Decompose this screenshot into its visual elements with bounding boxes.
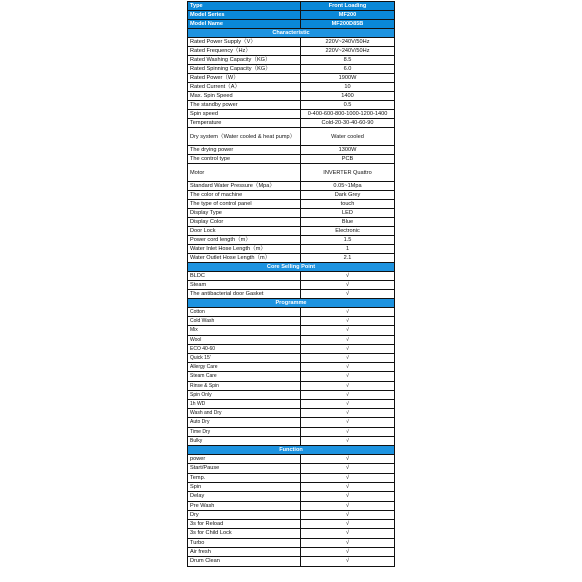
characteristic-row [188,236,395,245]
characteristic-row [188,92,395,101]
spec-label: Water Inlet Hose Length（m） [188,245,301,254]
characteristic-row [188,65,395,74]
spec-value: √ [301,418,395,427]
spec-value: MF200 [301,11,395,20]
characteristic-row [188,227,395,236]
function-row [188,557,395,566]
spec-value: 6.0 [301,65,395,74]
spec-label: The control type [188,155,301,164]
core-selling-point-row [188,290,395,299]
spec-label: Rated Current（A） [188,83,301,92]
function-row [188,464,395,473]
spec-table-body [188,2,395,567]
header-row [188,11,395,20]
characteristic-row [188,209,395,218]
spec-value: √ [301,281,395,290]
spec-value: √ [301,363,395,372]
spec-value: √ [301,290,395,299]
characteristic-row [188,254,395,263]
spec-label: Water Outlet Hose Length（m） [188,254,301,263]
spec-value: √ [301,436,395,445]
spec-label: Model Series [188,11,301,20]
core-selling-point-row [188,281,395,290]
spec-label: Dry system（Water cooled & heat pump） [188,128,301,146]
characteristic-row [188,56,395,65]
programme-row [188,344,395,353]
spec-label: Type [188,2,301,11]
programme-row [188,308,395,317]
spec-value: touch [301,200,395,209]
spec-label: The drying power [188,146,301,155]
programme-row [188,354,395,363]
spec-label: Air fresh [188,548,301,557]
spec-value: √ [301,482,395,491]
programme-row [188,363,395,372]
spec-value: √ [301,372,395,381]
spec-label: Temperature [188,119,301,128]
spec-table [187,1,395,567]
characteristic-row [188,164,395,182]
spec-value: 220V~240V/50Hz [301,47,395,56]
characteristic-row [188,83,395,92]
characteristic-row [188,182,395,191]
spec-value: 1.5 [301,236,395,245]
spec-label: Pre Wash [188,501,301,510]
spec-label: Temp. [188,473,301,482]
spec-value: √ [301,354,395,363]
programme-row [188,390,395,399]
spec-value: 220V~240V/50Hz [301,38,395,47]
spec-value: √ [301,473,395,482]
spec-label: Motor [188,164,301,182]
spec-label: Auto Dry [188,418,301,427]
spec-value: 0.5 [301,101,395,110]
function-row [188,538,395,547]
programme-row [188,317,395,326]
spec-value: √ [301,557,395,566]
spec-value: √ [301,308,395,317]
spec-sheet [187,1,394,567]
spec-value: √ [301,400,395,409]
characteristic-row [188,74,395,83]
spec-label: Door Lock [188,227,301,236]
spec-label: Rated Frequency（Hz） [188,47,301,56]
characteristic-row [188,200,395,209]
spec-label: Rated Power Supply（V） [188,38,301,47]
spec-label: Standard Water Pressure（Mpa） [188,182,301,191]
spec-label: Allergy Care [188,363,301,372]
spec-value: √ [301,548,395,557]
function-row [188,455,395,464]
spec-value: 8.5 [301,56,395,65]
characteristic-row [188,218,395,227]
spec-label: ECO 40-60 [188,344,301,353]
spec-label: Drum Clean [188,557,301,566]
section-title: Function [188,446,395,455]
spec-value: √ [301,464,395,473]
spec-label: Dry [188,510,301,519]
spec-value: √ [301,344,395,353]
section-function [188,446,395,455]
spec-label: The color of machine [188,191,301,200]
spec-label: Delay [188,492,301,501]
characteristic-row [188,119,395,128]
spec-value: INVERTER Quattro [301,164,395,182]
spec-label: Mix [188,326,301,335]
spec-label: Bulky [188,436,301,445]
function-row [188,529,395,538]
spec-value: √ [301,381,395,390]
core-selling-point-row [188,272,395,281]
programme-row [188,436,395,445]
spec-value: MF200D85B [301,20,395,29]
spec-label: Wool [188,335,301,344]
spec-value: 2.1 [301,254,395,263]
programme-row [188,409,395,418]
spec-value: Cold-20-30-40-60-90 [301,119,395,128]
spec-label: 3s for Child Lock [188,529,301,538]
section-title: Programme [188,299,395,308]
section-title: Core Selling Point [188,263,395,272]
spec-value: Blue [301,218,395,227]
section-core-selling-point [188,263,395,272]
spec-value: √ [301,520,395,529]
spec-label: Start/Pause [188,464,301,473]
spec-label: Rinse & Spin [188,381,301,390]
programme-row [188,381,395,390]
spec-label: Spin [188,482,301,491]
function-row [188,510,395,519]
spec-value: √ [301,427,395,436]
spec-label: Max. Spin Speed [188,92,301,101]
header-row [188,2,395,11]
spec-label: Wash and Dry [188,409,301,418]
spec-value: 10 [301,83,395,92]
characteristic-row [188,47,395,56]
spec-value: √ [301,492,395,501]
programme-row [188,335,395,344]
spec-value: √ [301,317,395,326]
programme-row [188,418,395,427]
spec-label: Cotton [188,308,301,317]
spec-label: Turbo [188,538,301,547]
function-row [188,492,395,501]
spec-label: Rated Washing Capacity（KG） [188,56,301,65]
spec-label: Spin speed [188,110,301,119]
spec-value: 0.05~1Mpa [301,182,395,191]
spec-label: Display Color [188,218,301,227]
spec-label: Model Name [188,20,301,29]
programme-row [188,400,395,409]
characteristic-row [188,155,395,164]
function-row [188,548,395,557]
programme-row [188,427,395,436]
spec-value: 1300W [301,146,395,155]
spec-label: Steam [188,281,301,290]
spec-value: 0-400-600-800-1000-1200-1400 [301,110,395,119]
spec-value: √ [301,455,395,464]
characteristic-row [188,38,395,47]
characteristic-row [188,128,395,146]
section-characteristic [188,29,395,38]
spec-value: Dark Grey [301,191,395,200]
spec-label: Rated Spinning Capacity（KG） [188,65,301,74]
spec-label: 1h WD [188,400,301,409]
characteristic-row [188,101,395,110]
spec-label: Steam Care [188,372,301,381]
spec-label: BLDC [188,272,301,281]
function-row [188,473,395,482]
spec-label: Power cord length（m） [188,236,301,245]
spec-value: PCB [301,155,395,164]
spec-value: 1400 [301,92,395,101]
characteristic-row [188,110,395,119]
spec-value: √ [301,501,395,510]
characteristic-row [188,146,395,155]
spec-value: √ [301,529,395,538]
function-row [188,501,395,510]
spec-value: Water cooled [301,128,395,146]
programme-row [188,372,395,381]
characteristic-row [188,245,395,254]
spec-value: √ [301,272,395,281]
programme-row [188,326,395,335]
spec-value: √ [301,409,395,418]
spec-value: √ [301,326,395,335]
spec-label: Quick 15' [188,354,301,363]
spec-label: Rated Power（W） [188,74,301,83]
spec-label: The standby power [188,101,301,110]
spec-label: Cold Wash [188,317,301,326]
spec-label: The type of control panel [188,200,301,209]
spec-label: The antibacterial door Gasket [188,290,301,299]
spec-label: Time Dry [188,427,301,436]
spec-value: √ [301,335,395,344]
spec-value: Electronic [301,227,395,236]
function-row [188,482,395,491]
spec-value: 1900W [301,74,395,83]
spec-value: √ [301,510,395,519]
spec-value: √ [301,538,395,547]
spec-label: Display Type [188,209,301,218]
spec-value: 1 [301,245,395,254]
spec-value: LED [301,209,395,218]
header-row [188,20,395,29]
characteristic-row [188,191,395,200]
section-title: Characteristic [188,29,395,38]
spec-label: Spin Only [188,390,301,399]
function-row [188,520,395,529]
spec-label: 3s for Reload [188,520,301,529]
spec-label: power [188,455,301,464]
spec-value: √ [301,390,395,399]
section-programme [188,299,395,308]
spec-value: Front Loading [301,2,395,11]
